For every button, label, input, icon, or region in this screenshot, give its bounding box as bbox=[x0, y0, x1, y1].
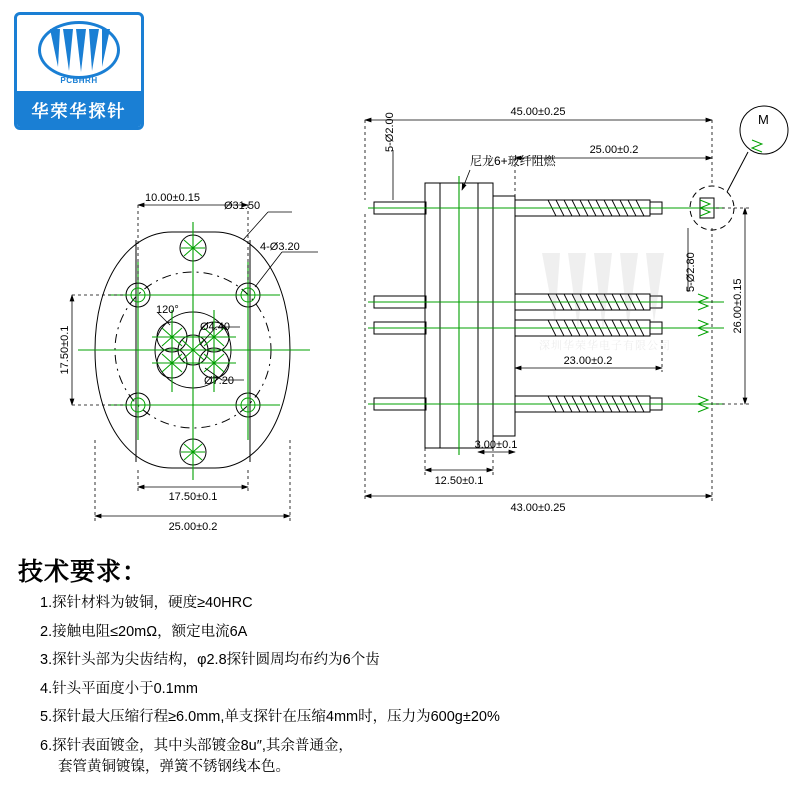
requirement-item: 2.接触电阻≤20mΩ，额定电流6A bbox=[40, 623, 248, 640]
side-view-geometry bbox=[374, 183, 714, 448]
dim-12-50: 12.50±0.1 bbox=[434, 475, 484, 487]
requirement-item: 5.探针最大压缩行程≥6.0mm,单支探针在压缩4mm时，压力为600g±20% bbox=[40, 709, 500, 726]
dim-23-00: 23.00±0.2 bbox=[563, 355, 613, 367]
requirement-item: 1.探针材料为铍铜，硬度≥40HRC bbox=[40, 595, 253, 611]
logo-brand-text: 华荣华探针 bbox=[17, 91, 141, 127]
logo-abbr: PCBHRH bbox=[60, 76, 98, 85]
watermark-text: 深圳华荣华电子有限公司 bbox=[539, 340, 671, 352]
dim-25-00: 25.00±0.2 bbox=[168, 521, 218, 533]
dim-4-40: Ø4.40 bbox=[200, 321, 230, 333]
requirement-item: 6.探针表面镀金，其中头部镀金8u″,其余普通金， bbox=[40, 737, 353, 754]
dimension-labels bbox=[59, 106, 769, 533]
dim-3-00: 3.00±0.1 bbox=[474, 439, 518, 451]
requirement-item: 4.针头平面度小于0.1mm bbox=[40, 680, 198, 697]
requirements-title: 技术要求： bbox=[18, 558, 149, 586]
dim-7-20: Ø7.20 bbox=[204, 375, 234, 387]
dim-25-00-top: 25.00±0.2 bbox=[589, 144, 639, 156]
material-leader-note: 尼龙6+玻纤阻燃 bbox=[470, 154, 556, 168]
dim-4-3-20: 4-Ø3.20 bbox=[260, 241, 300, 253]
detail-callout-m bbox=[690, 106, 788, 230]
side-centerlines bbox=[368, 176, 724, 455]
dim-45-00: 45.00±0.25 bbox=[510, 106, 566, 118]
dim-43-00: 43.00±0.25 bbox=[510, 502, 566, 514]
requirement-item-6-continuation: 套管黄铜镀镍，弹簧不锈钢线本色。 bbox=[58, 759, 290, 776]
dim-5-2-00: 5-Ø2.00 bbox=[384, 112, 396, 152]
dim-31-50: Ø31.50 bbox=[224, 200, 261, 212]
dim-10-00: 10.00±0.15 bbox=[145, 192, 200, 204]
requirements-block bbox=[18, 552, 778, 787]
requirement-item: 3.探针头部为尖齿结构，φ2.8探针圆周均布约为6个齿 bbox=[40, 652, 380, 669]
detail-label-m: M bbox=[758, 112, 769, 127]
dim-17-50-horizontal: 17.50±0.1 bbox=[168, 491, 218, 503]
dim-120-deg: 120° bbox=[156, 304, 179, 316]
dim-17-50-vertical: 17.50±0.1 bbox=[59, 325, 71, 375]
dim-5-2-80: 5-Ø2.80 bbox=[685, 252, 697, 292]
dim-26-00: 26.00±0.15 bbox=[732, 278, 744, 334]
